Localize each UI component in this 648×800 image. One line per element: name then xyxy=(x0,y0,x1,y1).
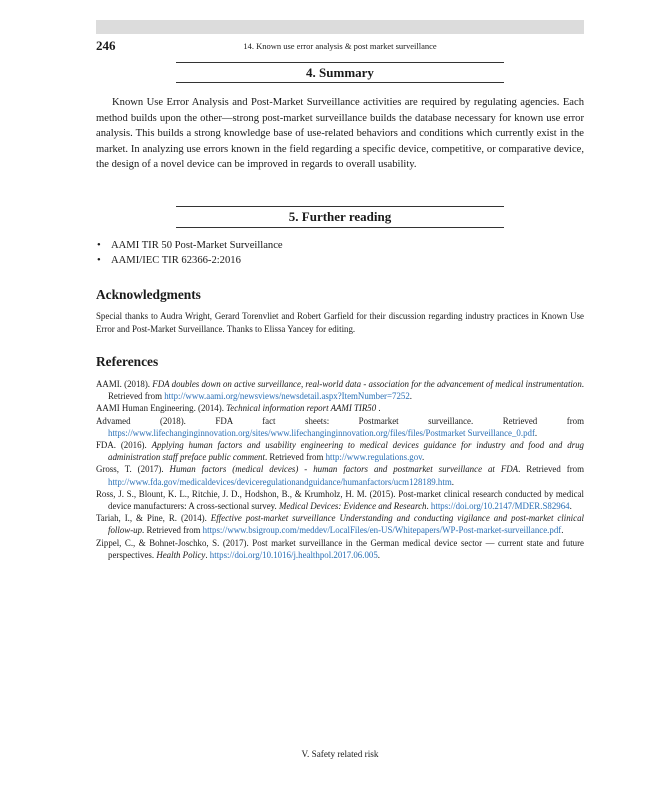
reference-item xyxy=(96,537,584,561)
list-item xyxy=(96,253,584,268)
header-bar xyxy=(96,20,584,34)
ref-text: . Retrieved from xyxy=(142,525,203,536)
reference-item xyxy=(96,512,584,536)
ref-text: . xyxy=(377,549,380,560)
ref-title: FDA doubles down on active surveillance, real-world data - association for the advancement of medical instrumentation xyxy=(152,379,582,389)
summary-paragraph: Known Use Error Analysis and Post-Market Surveillance activities are required by regulating agencies. Each method builds upon the other—strong post-market surveillance builds the database necessary for known use error analysis. This builds a strong knowledge base of use-related behaviors and conditions which currently exist in the market. In analyzing use errors known in the field regarding a specific device, competitive, or comparative device, the design of a novel device can be improved in regards to overall usability. xyxy=(96,97,584,171)
ref-title: Applying human factors and usability engineering to medical devices guidance for industry and food and drug administration staff preface public comment xyxy=(108,440,584,463)
ref-text: . Retrieved from xyxy=(264,452,326,463)
reference-item xyxy=(96,488,584,512)
ref-text: . xyxy=(376,403,381,414)
bullet-icon: • xyxy=(97,255,101,266)
section-rule-top xyxy=(176,62,504,63)
list-item-text: AAMI TIR 50 Post-Market Surveillance xyxy=(111,240,283,251)
running-head: 14. Known use error analysis & post market surveillance xyxy=(243,41,437,51)
list-item-text: AAMI/IEC TIR 62366-2:2016 xyxy=(111,255,241,266)
ref-text: Zippel, C., & Bohnet-Joschko, S. (2017). Post market surveillance in the German medical device sector — current state and future perspectives. xyxy=(96,537,584,560)
ref-link[interactable]: http://www.fda.gov/medicaldevices/deviceregulationandguidance/humanfactors/ucm128189.htm xyxy=(108,476,452,487)
section-title-further-reading: 5. Further reading xyxy=(288,209,392,224)
references-list xyxy=(96,378,584,561)
ref-text: Tariah, I., & Pine, R. (2014). xyxy=(96,513,211,524)
list-item xyxy=(96,238,584,253)
ref-text: Gross, T. (2017). xyxy=(96,464,170,475)
reference-item xyxy=(96,402,584,414)
ref-title: Medical Devices: Evidence and Research xyxy=(278,501,427,512)
acknowledgments-heading: Acknowledgments xyxy=(96,287,201,302)
references-heading: References xyxy=(96,354,159,369)
ref-link[interactable]: https://www.lifechanginginnovation.org/sites/www.lifechanginginnovation.org/files/files/Postmarket Surveillance_0.pdf xyxy=(108,427,535,438)
section-rule-bottom xyxy=(176,227,504,228)
ref-text: AAMI. (2018). xyxy=(96,379,153,389)
reference-item xyxy=(96,463,584,487)
ref-link[interactable]: https://www.bsigroup.com/meddev/LocalFiles/en-US/Whitepapers/WP-Post-market-surveillance.pdf xyxy=(202,525,562,536)
ref-link[interactable]: http://www.regulations.gov xyxy=(325,452,423,463)
ref-text: AAMI Human Engineering. (2014). xyxy=(96,403,227,414)
ref-text: . xyxy=(561,525,564,536)
ref-text: . xyxy=(205,549,210,560)
ref-text: Advamed (2018). FDA fact sheets: Postmarket surveillance. Retrieved from xyxy=(96,415,584,426)
ref-text: . xyxy=(451,476,454,487)
bullet-icon: • xyxy=(97,240,101,251)
ref-link[interactable]: http://www.aami.org/newsviews/newsdetail.aspx?ItemNumber=7252 xyxy=(164,391,410,402)
ref-title: Effective post-market surveillance Understanding and conducting vigilance and post-market clinical follow-up xyxy=(108,513,584,536)
section-rule-bottom xyxy=(176,82,504,83)
ref-text: . xyxy=(409,391,412,402)
page-number: 246 xyxy=(96,38,116,53)
ref-text: . Retrieved from xyxy=(518,464,584,475)
ref-text: . xyxy=(422,452,425,463)
ref-text: FDA. (2016). xyxy=(96,440,152,451)
page-footer: V. Safety related risk xyxy=(301,749,379,759)
section-title-summary: 4. Summary xyxy=(306,65,374,80)
further-reading-list xyxy=(96,238,584,268)
ref-text: . xyxy=(569,501,572,512)
ref-link[interactable]: https://doi.org/10.2147/MDER.S82964 xyxy=(430,501,570,512)
ref-text: . xyxy=(426,501,431,512)
reference-item xyxy=(96,378,584,402)
reference-item xyxy=(96,439,584,463)
ref-text: . Retrieved from xyxy=(108,379,584,402)
ref-title: Human factors (medical devices) - human factors and postmarket surveillance at FDA xyxy=(169,464,519,475)
ref-title: Health Policy xyxy=(156,549,206,560)
ref-link[interactable]: https://doi.org/10.1016/j.healthpol.2017.06.005 xyxy=(209,549,378,560)
acknowledgments-paragraph: Special thanks to Audra Wright, Gerard Torenvliet and Robert Garfield for their discussion regarding industry practices in Known Use Error and Post-Market Surveillance. Thanks to Elissa Yancey for editing. xyxy=(96,311,584,335)
reference-item xyxy=(96,415,584,439)
ref-text: . xyxy=(534,427,538,438)
section-rule-top xyxy=(176,206,504,207)
ref-text: Ross, J. S., Blount, K. L., Ritchie, J. D., Hodshon, B., & Krumholz, H. M. (2015). Post-market clinical research conducted by medical device manufacturers: A cross-sectional survey. xyxy=(96,488,584,512)
ref-title: Technical information report AAMI TIR50 xyxy=(226,403,377,414)
